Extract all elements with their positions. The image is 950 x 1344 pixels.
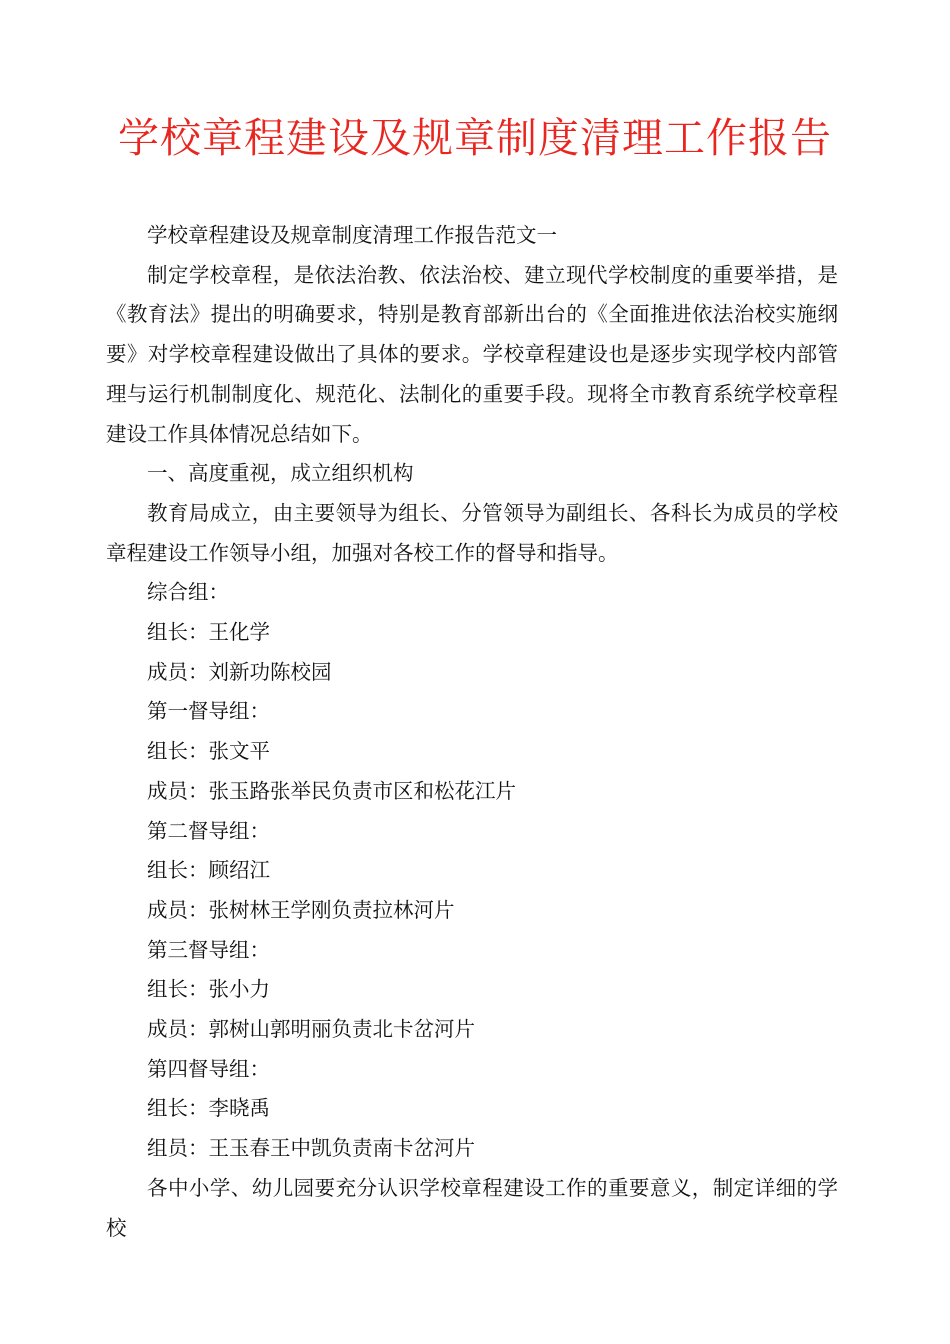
group-heading: 第一督导组： bbox=[147, 699, 270, 724]
list-item: 组员：王玉春王中凯负责南卡岔河片 bbox=[147, 1136, 475, 1161]
list-item: 组长：李晓禹 bbox=[147, 1096, 270, 1121]
group-heading: 第三督导组： bbox=[147, 937, 270, 962]
paragraph: 教育局成立，由主要领导为组长、分管领导为副组长、各科长为成员的学校章程建设工作领导小组，加强对各校工作的督导和指导。 bbox=[106, 500, 838, 565]
list-item: 组长：张文平 bbox=[147, 739, 270, 764]
paragraph: 各中小学、幼儿园要充分认识学校章程建设工作的重要意义，制定详细的学校 bbox=[106, 1175, 838, 1240]
paragraph-intro: 制定学校章程，是依法治教、依法治校、建立现代学校制度的重要举措，是《教育法》提出的明确要求，特别是教育部新出台的《全面推进依法治校实施纲要》对学校章程建设做出了具体的要求。学校章程建设也是逐步实现学校内部管理与运行机制制度化、规范化、法制化的重要手段。现将全市教育系统学校章程建设工作具体情况总结如下。 bbox=[106, 262, 838, 446]
document-body bbox=[106, 216, 838, 1248]
list-item: 成员：张树林王学刚负责拉林河片 bbox=[147, 897, 455, 922]
list-item: 成员：刘新功陈校园 bbox=[147, 659, 332, 684]
list-item: 成员：张玉路张举民负责市区和松花江片 bbox=[147, 778, 516, 803]
list-item: 成员：郭树山郭明丽负责北卡岔河片 bbox=[147, 1017, 475, 1042]
paragraph-subtitle: 学校章程建设及规章制度清理工作报告范文一 bbox=[147, 223, 557, 247]
document-title: 学校章程建设及规章制度清理工作报告 bbox=[118, 114, 832, 162]
section-heading: 一、高度重视，成立组织机构 bbox=[147, 461, 414, 486]
list-item: 组长：顾绍江 bbox=[147, 858, 270, 883]
group-heading: 第四督导组： bbox=[147, 1056, 270, 1081]
list-item: 组长：张小力 bbox=[147, 977, 270, 1002]
group-heading: 综合组： bbox=[147, 580, 229, 605]
group-heading: 第二督导组： bbox=[147, 818, 270, 843]
list-item: 组长：王化学 bbox=[147, 620, 270, 645]
